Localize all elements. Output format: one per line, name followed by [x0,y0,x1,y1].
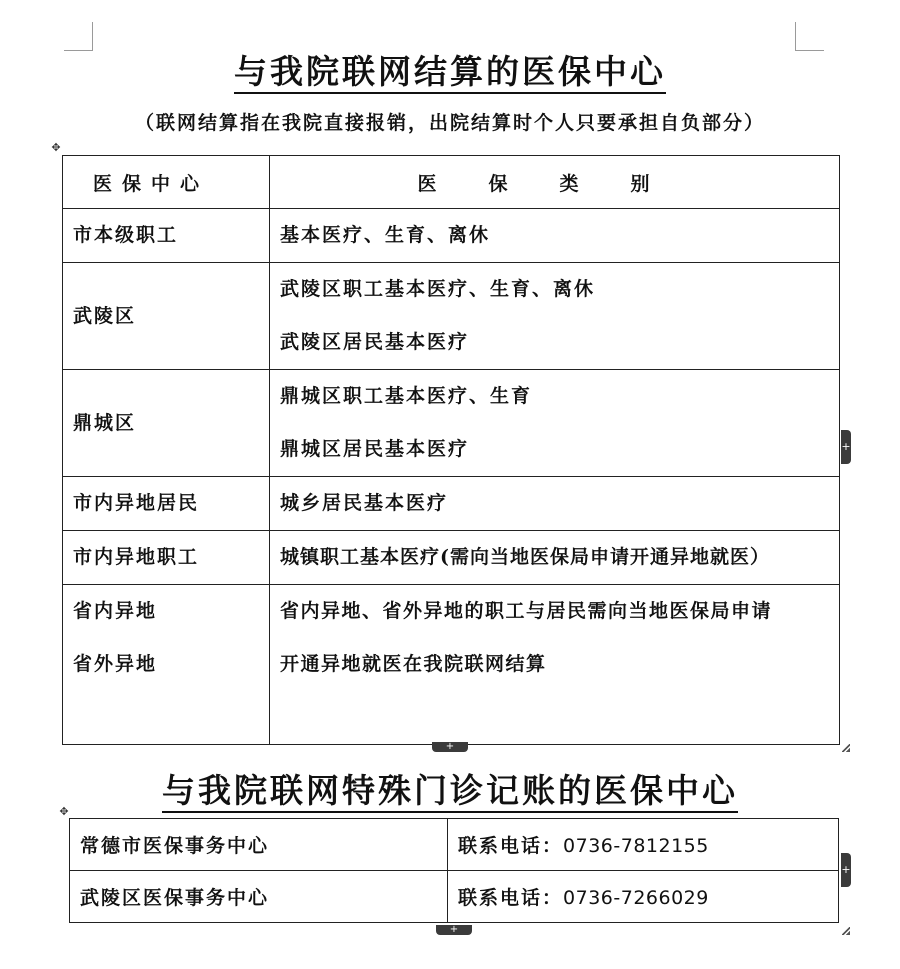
category-text: 省内异地、省外异地的职工与居民需向当地医保局申请 [280,600,773,622]
header-category: 医保类别 [270,156,840,209]
add-column-button[interactable]: + [841,430,851,464]
category-text: 基本医疗、生育、离休 [280,224,491,246]
page-corner-mark [795,22,824,51]
category-text: 开通异地就医在我院联网结算 [280,653,547,675]
contact-cell [448,871,839,923]
category-text: 武陵区居民基本医疗 [280,331,470,353]
page-corner-mark [64,22,93,51]
table-row [63,477,840,531]
category-text: 武陵区职工基本医疗、生育、离休 [280,278,596,300]
center-name: 市内异地职工 [73,546,200,568]
table-row [63,263,840,370]
move-handle-icon[interactable]: ✥ [51,141,61,154]
phone-number: 0736-7266029 [563,887,709,909]
category-text: 鼎城区职工基本医疗、生育 [280,385,533,407]
category-text: 城镇职工基本医疗(需向当地医保局申请开通异地就医） [280,546,770,568]
phone-label: 联系电话： [458,835,564,857]
category-text: 城乡居民基本医疗 [280,492,449,514]
add-row-button[interactable]: + [436,925,472,935]
special-clinic-table [69,818,839,923]
contact-cell [448,819,839,871]
table-row [70,819,839,871]
phone-label: 联系电话： [458,887,564,909]
center-name: 武陵区 [73,304,137,327]
center-name: 市本级职工 [73,224,179,246]
table-header-row [63,156,840,209]
add-row-button[interactable]: + [432,742,468,752]
section1-subtitle: （联网结算指在我院直接报销，出院结算时个人只要承担自负部分） [134,112,765,134]
table-row [63,585,840,745]
table-row [63,209,840,263]
move-handle-icon[interactable]: ✥ [59,805,69,818]
settlement-table [62,155,840,745]
center-name: 鼎城区 [73,411,137,434]
center-name: 武陵区医保事务中心 [70,871,448,923]
table-row [70,871,839,923]
center-name: 省外异地 [73,653,158,675]
category-text: 鼎城区居民基本医疗 [280,438,470,460]
resize-handle-icon[interactable] [842,744,850,752]
center-name: 省内异地 [73,600,158,622]
center-name: 市内异地居民 [73,492,200,514]
add-column-button[interactable]: + [841,853,851,887]
table-row [63,531,840,585]
section2-title: 与我院联网特殊门诊记账的医保中心 [0,771,900,811]
header-center: 医保中心 [63,156,270,209]
section1-title: 与我院联网结算的医保中心 [0,52,900,92]
table-row [63,370,840,477]
phone-number: 0736-7812155 [563,835,709,857]
center-name: 常德市医保事务中心 [70,819,448,871]
resize-handle-icon[interactable] [842,927,850,935]
